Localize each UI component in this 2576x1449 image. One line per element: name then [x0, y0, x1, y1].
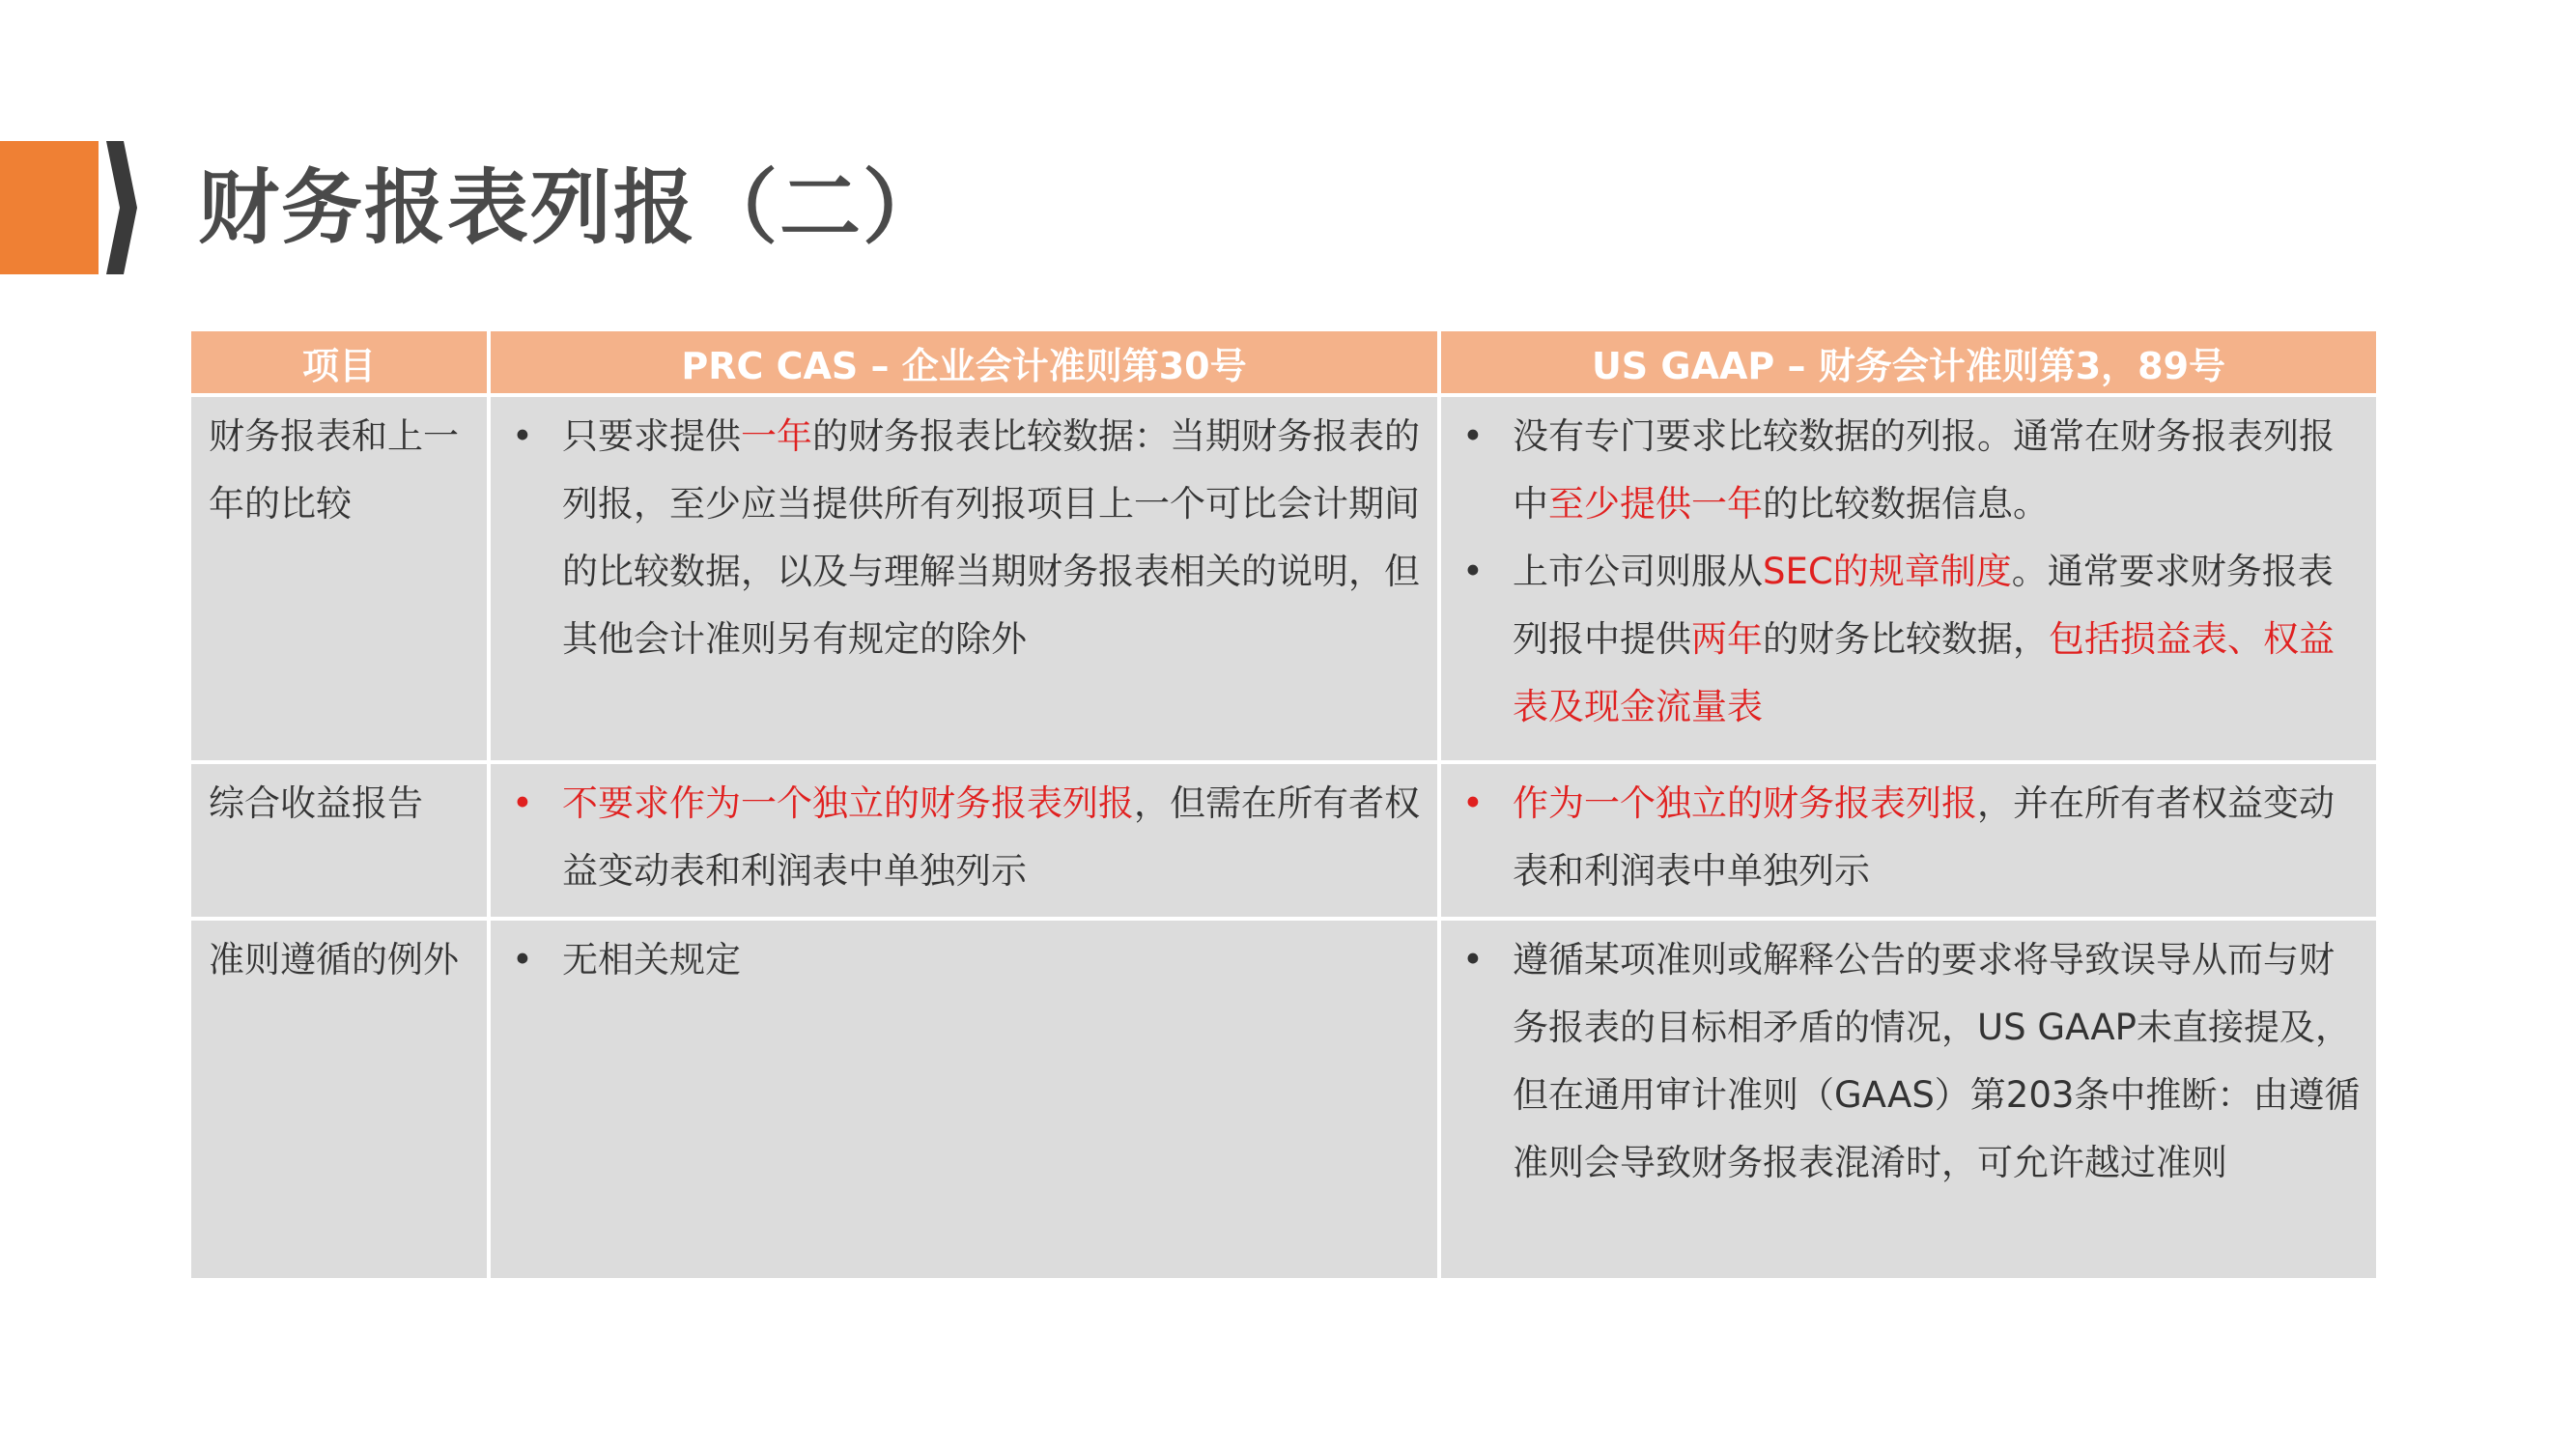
list-item: • 不要求作为一个独立的财务报表列报，但需在所有者权益变动表和利润表中单独列示	[506, 770, 1422, 905]
bullet-icon: •	[512, 939, 533, 980]
list-item: • 只要求提供一年的财务报表比较数据：当期财务报表的列报，至少应当提供所有列报项目上一个可比会计期间的比较数据，以及与理解当期财务报表相关的说明，但其他会计准则另有规定的除外	[506, 403, 1422, 673]
table-row	[191, 921, 2376, 1278]
row-label: 准则遵循的例外	[191, 921, 487, 1278]
list-item: • 上市公司则服从SEC的规章制度。通常要求财务报表列报中提供两年的财务比较数据，包括损益表、权益表及现金流量表	[1457, 538, 2361, 741]
prc-cell	[491, 764, 1437, 917]
prc-cell	[491, 397, 1437, 760]
chevron-decoration-icon	[106, 141, 137, 274]
list-item: • 没有专门要求比较数据的列报。通常在财务报表列报中至少提供一年的比较数据信息。	[1457, 403, 2361, 538]
bullet-icon: •	[1462, 551, 1484, 592]
header-us-gaap: US GAAP – 财务会计准则第3，89号	[1441, 331, 2376, 393]
list-item: • 作为一个独立的财务报表列报，并在所有者权益变动表和利润表中单独列示	[1457, 770, 2361, 905]
page-title: 财务报表列报（二）	[198, 160, 947, 255]
list-item: • 遵循某项准则或解释公告的要求将导致误导从而与财务报表的目标相矛盾的情况，US GAAP未直接提及，但在通用审计准则（GAAS）第203条中推断：由遵循准则会导致财务报表混淆时，可允许越过准则	[1457, 926, 2361, 1197]
bullet-icon: •	[1462, 415, 1484, 457]
title-accent-block	[0, 141, 99, 274]
row-label: 财务报表和上一年的比较	[191, 397, 487, 760]
us-cell	[1441, 397, 2376, 760]
us-cell	[1441, 764, 2376, 917]
us-cell	[1441, 921, 2376, 1278]
bullet-icon: •	[1462, 939, 1484, 980]
comparison-table	[191, 331, 2384, 1278]
list-item: • 无相关规定	[506, 926, 1422, 994]
bullet-icon: •	[512, 782, 533, 824]
table-header-row	[191, 331, 2376, 393]
bullet-icon: •	[1462, 782, 1484, 824]
table-row	[191, 397, 2376, 760]
row-label: 综合收益报告	[191, 764, 487, 917]
header-item: 项目	[191, 331, 487, 393]
prc-cell	[491, 921, 1437, 1278]
header-prc-cas: PRC CAS – 企业会计准则第30号	[491, 331, 1437, 393]
table-row	[191, 764, 2376, 917]
bullet-icon: •	[512, 415, 533, 457]
